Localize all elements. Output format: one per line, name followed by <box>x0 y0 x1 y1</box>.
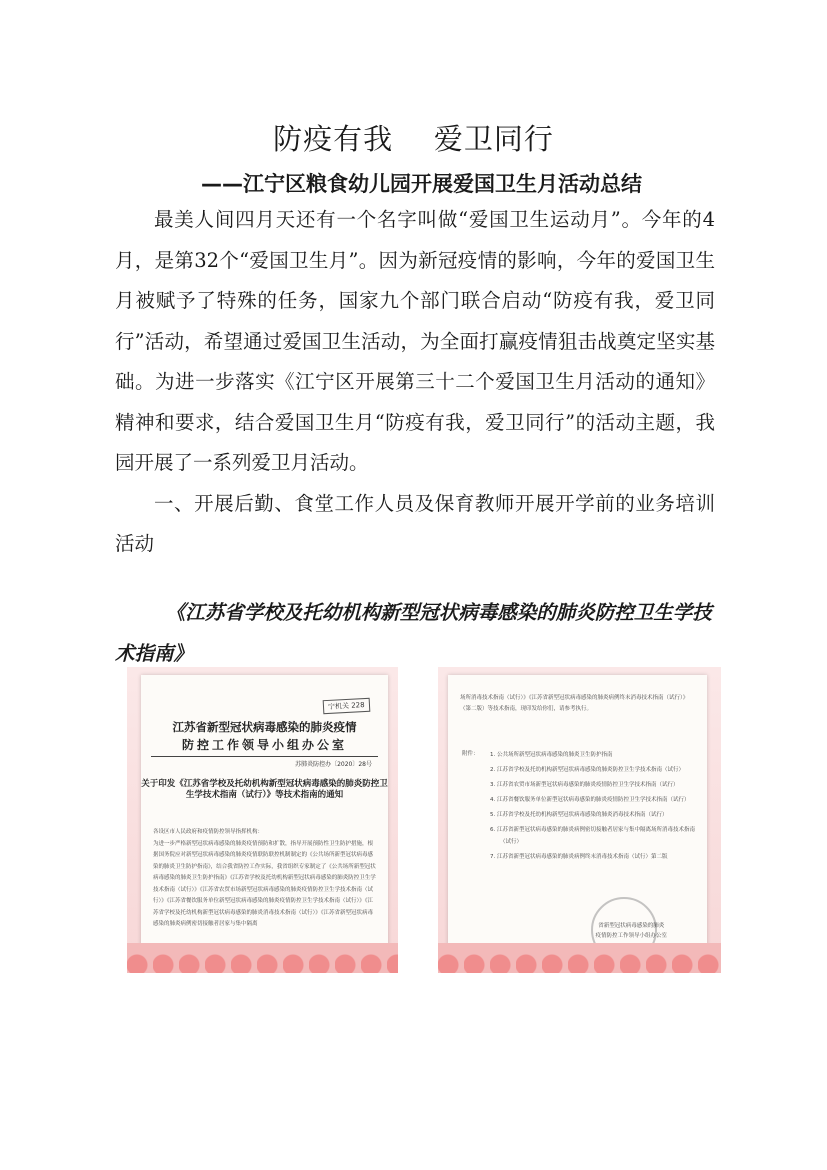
notice-text: 为进一步严格新型冠状病毒感染的肺炎疫情预防和扩散，指导开展预防性卫生防护措施，根据国务院应对新型冠状病毒感染的肺炎疫情联防联控机制制定的《公共场所新型冠状病毒感染的肺炎卫生防护指南》，结合我省防控工作实际，我省组织专家制定了《公共场所新型冠状病毒感染的肺炎卫生防护指南》《江苏省学校及托幼机构新型冠状病毒感染的肺炎防控卫生学技术指南（试行）》《江苏省农贸市场新型冠状病毒感染的肺炎疫情防控卫生学技术指南（试行）》《江苏省餐饮服务单位新型冠状病毒感染的肺炎疫情防控卫生学技术指南（试行）》《江苏省学校及托幼机构新型冠状病毒感染的肺炎消毒技术指南（试行）》《江苏省新型冠状病毒感染的肺炎病例密切接触者居家与集中隔离 <box>153 840 376 927</box>
attachments-list <box>462 749 697 866</box>
section-heading-paragraph: 一、开展后勤、食堂工作人员及保育教师开展开学前的业务培训活动 <box>115 491 715 555</box>
attachment-item: 4. 江苏省餐饮服务单位新型冠状病毒感染的肺炎疫情防控卫生学技术指南（试行） <box>490 797 690 803</box>
attachment-item: 1. 公共场所新型冠状病毒感染的肺炎卫生防护指南 <box>490 752 613 758</box>
notice-recipients: 各设区市人民政府和疫情防控领导指挥机构： <box>153 829 264 835</box>
attachment-item: 3. 江苏省农贸市场新型冠状病毒感染的肺炎疫情防控卫生学技术指南（试行） <box>490 782 679 788</box>
notice-continuation: 场所消毒技术指南（试行）》《江苏省新型冠状病毒感染的肺炎病例终末消毒技术指南（试行）》（第二版）等技术指南，现印发给你们，请参考执行。 <box>460 695 689 712</box>
heart-border-decoration <box>127 943 398 973</box>
document-photo-left <box>127 667 398 973</box>
attachments-label: 附件： <box>462 751 479 757</box>
header-divider <box>151 756 378 757</box>
notice-document-page2 <box>448 675 707 951</box>
signature-block <box>595 921 667 941</box>
attachment-item: 5. 江苏省学校及托幼机构新型冠状病毒感染的肺炎消毒技术指南（试行） <box>490 812 668 818</box>
signature-line2: 疫情防控工作领导小组办公室 <box>595 933 667 939</box>
issuer-line2: 防控工作领导小组办公室 <box>181 738 347 752</box>
page-title: 防疫有我 爱卫同行 <box>273 122 554 156</box>
document-photo-right <box>438 667 721 973</box>
page-subtitle: ——江宁区粮食幼儿园开展爱国卫生月活动总结 <box>201 172 642 196</box>
signature-line1: 省新型冠状病毒感染的肺炎 <box>598 923 665 929</box>
heart-border-decoration <box>438 943 721 973</box>
issuer-line1: 江苏省新型冠状病毒感染的肺炎疫情 <box>172 720 357 734</box>
intro-paragraph: 最美人间四月天还有一个名字叫做“爱国卫生运动月”。今年的4月，是第32个“爱国卫生月”。因为新冠疫情的影响，今年的爱国卫生月被赋予了特殊的任务，国家九个部门联合启动“防疫有我，爱卫同行”活动，希望通过爱国卫生活动，为全面打赢疫情狙击战奠定坚实基础。为进一步落实《江宁区开展第三十二个爱国卫生月活动的通知》精神和要求，结合爱国卫生月“防疫有我，爱卫同行”的活动主题，我园开展了一系列爱卫月活动。 <box>115 208 715 474</box>
document-number: 苏肺炎防控办〔2020〕28号 <box>295 761 372 768</box>
receipt-stamp: 宁机关 228 <box>323 698 370 714</box>
notice-document-page1 <box>141 675 388 951</box>
attachment-item: 6. 江苏省新型冠状病毒感染的肺炎病例密切接触者居家与集中隔离场所消毒技术指南（试行） <box>490 827 695 845</box>
body-text <box>115 200 715 565</box>
notice-heading: 关于印发《江苏省学校及托幼机构新型冠状病毒感染的肺炎防控卫生学技术指南（试行）》等技术指南的通知 <box>141 779 388 800</box>
attachment-item: 2. 江苏省学校及托幼机构新型冠状病毒感染的肺炎防控卫生学技术指南（试行） <box>490 767 684 773</box>
notice-body <box>153 827 378 931</box>
guide-title: 《江苏省学校及托幼机构新型冠状病毒感染的肺炎防控卫生学技术指南》 <box>115 601 712 665</box>
attachment-item: 7. 江苏省新型冠状病毒感染的肺炎病例终末消毒技术指南（试行）第二版 <box>490 854 668 860</box>
